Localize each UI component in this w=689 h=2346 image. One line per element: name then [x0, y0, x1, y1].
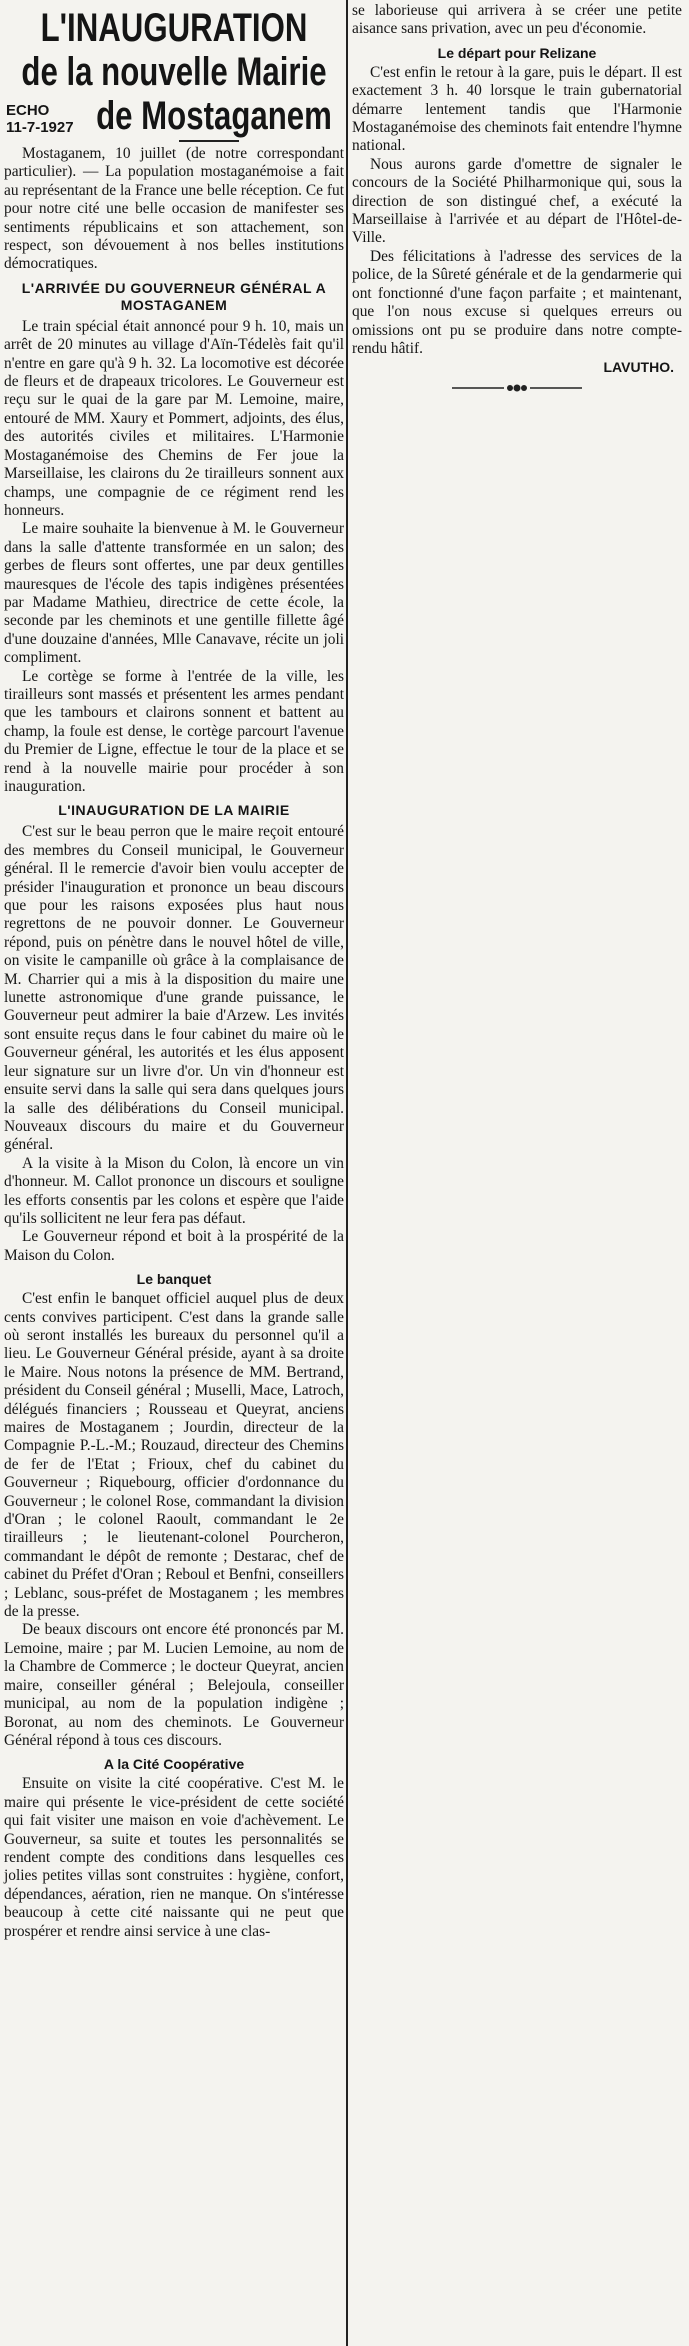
- column-right: [352, 2, 682, 398]
- article-paragraph: De beaux discours ont encore été prononcés par M. Lemoine, maire ; par M. Lucien Lemoine, au nom de la Chambre de Commerce ; le docteur Queyrat, ancien maire, conseiller général ; Belejoula, conseiller municipal, au nom de la population indigène ; Boronat, au nom des cheminots. Le Gouverneur Général répond à tous ces discours.: [4, 1621, 344, 1749]
- article-paragraph: Le Gouverneur répond et boit à la prospérité de la Maison du Colon.: [4, 1228, 344, 1264]
- headline-rule: [179, 140, 239, 142]
- article-paragraph: Mostaganem, 10 juillet (de notre correspondant particulier). — La population mostaganémoise a fait au représentant de la France une belle réception. Ce fut pour notre cité une belle occasion de manifester ses sentiments républicains et son attachement, son respect, son dévouement à nos belles institutions démocratiques.: [4, 145, 344, 273]
- article-paragraph: C'est enfin le banquet officiel auquel plus de deux cents convives participent. C'est dans la grande salle où seront installés les bureaux du personnel qu'il a lieu. Le Gouverneur Général préside, ayant à sa droite le Maire. Nous notons la présence de MM. Bertrand, président du Conseil général ; Muselli, Mace, Latroch, délégués financiers ; Rousseau et Queyrat, anciens maires de Mostaganem ; Jourdin, directeur de la Compagnie P.-L.-M.; Rouzaud, directeur des Chemins de fer de l'Etat ; Frioux, chef du cabinet du Gouverneur ; Riquebourg, officier d'ordonnance du Gouverneur ; le colonel Rose, commandant la division d'Oran ; le colonel Raoult, commandant le 2e tirailleurs ; le lieutenant-colonel Pourcheron, commandant le dépôt de remonte ; Destarac, chef de cabinet du Préfet d'Oran ; Reboul et Benfni, conseillers ; Leblanc, sous-préfet de Mostaganem ; les membres de la presse.: [4, 1290, 344, 1621]
- headline-row-3: [4, 94, 344, 138]
- article-paragraph: se laborieuse qui arrivera à se créer une petite aisance sans privation, avec un peu d'économie.: [352, 2, 682, 38]
- article-paragraph: C'est sur le beau perron que le maire reçoit entouré des membres du Conseil municipal, le Gouverneur général. Il le remercie d'avoir bien voulu accepter de présider l'inauguration et prononce un beau discours que pour les raisons exposées plus haut nous regrettons de ne pouvoir donner. Le Gouverneur répond, puis on pénètre dans le nouvel hôtel de ville, on visite le campanille où grâce à la complaisance de M. Charrier qui a mis à la disposition du maire une lunette astronomique d'une grande puissance, le Gouverneur peut admirer la baie d'Arzew. Les invités sont ensuite reçus dans le four cabinet du maire où le Gouverneur général, les autorités et les élus apposent leur signature sur un livre d'or. Un vin d'honneur est ensuite servi dans la salle qui sera dans quelques jours la salle des délibérations du Conseil municipal. Nouveaux discours du maire et du Gouverneur général.: [4, 823, 344, 1154]
- section-heading: L'INAUGURATION DE LA MAIRIE: [58, 802, 290, 819]
- author-signature: LAVUTHO.: [603, 359, 674, 376]
- section-heading: L'ARRIVÉE DU GOUVERNEUR GÉNÉRAL A MOSTAGANEM: [21, 279, 327, 313]
- source-name: ECHO: [6, 102, 50, 119]
- article-paragraph: Le train spécial était annoncé pour 9 h. 10, mais un arrêt de 20 minutes au village d'Aïn-Tédelès fait qu'il n'entre en gare qu'à 9 h. 32. La locomotive est décorée de fleurs et de drapeaux tricolores. Le Gouverneur est reçu sur le quai de la gare par M. Lemoine, maire, entouré de MM. Xaury et Pommert, adjoints, des élus, des autorités civiles et militaires. L'Harmonie Mostaganémoise des Chemins de Fer joue la Marseillaise, les clairons du 2e tirailleurs sonnent aux champs, une compagnie de ce régiment rend les honneurs.: [4, 317, 344, 519]
- article-paragraph: Nous aurons garde d'omettre de signaler le concours de la Société Philharmonique qui, sous la direction de son distingué chef, a exécuté la Marseillaise à l'arrivée et au départ de l'Hôtel-de-Ville.: [352, 155, 682, 247]
- article-paragraph: A la visite à la Mison du Colon, là encore un vin d'honneur. M. Callot prononce un discours et souligne les efforts consentis par les colons et espère que l'aide qu'ils sollicitent ne leur fera pas défaut.: [4, 1154, 344, 1227]
- column-left: [4, 6, 344, 1941]
- section-heading: A la Cité Coopérative: [103, 1756, 245, 1773]
- source-note: [6, 102, 74, 136]
- column-divider: [346, 0, 348, 2346]
- headline-line-3: de Mostaganem: [96, 94, 332, 138]
- headline-line-2: de la nouvelle Mairie: [21, 50, 327, 94]
- article-paragraph: Le maire souhaite la bienvenue à M. le Gouverneur dans la salle d'attente transformée en un salon; des gerbes de fleurs sont offertes, une par deux gentilles mauresques de l'école des tapis indigènes présentées par Madame Mathieu, directrice de cette école, la seconde par les cheminots et une gentille fillette âgé d'une douzaine d'années, Mlle Canavave, récite un joli compliment.: [4, 520, 344, 667]
- column-right-body: [352, 2, 682, 358]
- source-date: 11-7-1927: [6, 119, 74, 136]
- article-paragraph: Des félicitations à l'adresse des services de la police, de la Sûreté générale et de la gendarmerie qui ont fonctionné d'une façon parfaite ; et maintenant, que l'on nous excuse si quelques erreurs ou omissions ont pu se produire dans notre compte-rendu hâtif.: [352, 247, 682, 357]
- article-paragraph: Le cortège se forme à l'entrée de la ville, les tirailleurs sont massés et présentent les armes pendant que les tambours et clairons sonnent et battent au champ, la foule est dense, le cortège parcourt l'avenue du Premier de Ligne, effectue le tour de la place et se rend à la nouvelle mairie pour procéder à son inauguration.: [4, 667, 344, 795]
- section-heading: Le banquet: [136, 1271, 212, 1288]
- headline-line-1: L'INAUGURATION: [40, 6, 308, 50]
- article-paragraph: C'est enfin le retour à la gare, puis le départ. Il est exactement 3 h. 40 lorsque le train gubernatorial démarre lentement tandis que l'Harmonie Mostaganémoise des cheminots fait entendre l'hymne national.: [352, 63, 682, 155]
- end-ornament: [352, 380, 682, 398]
- column-left-body: [4, 145, 344, 1941]
- article-paragraph: Ensuite on visite la cité coopérative. C'est M. le maire qui présente le vice-président de cette société qui fait visiter une maison en voie d'achèvement. Le Gouverneur, sa suite et toutes les personnalités se rendent compte des conditions dans lesquelles ces jolies petites villas sont construites : hygiène, confort, dépendances, aération, rien ne manque. On s'intéresse beaucoup à cette cité naissante qui ne peut que prospérer et rendre ainsi service à une clas-: [4, 1775, 344, 1940]
- section-heading: Le départ pour Relizane: [437, 44, 597, 61]
